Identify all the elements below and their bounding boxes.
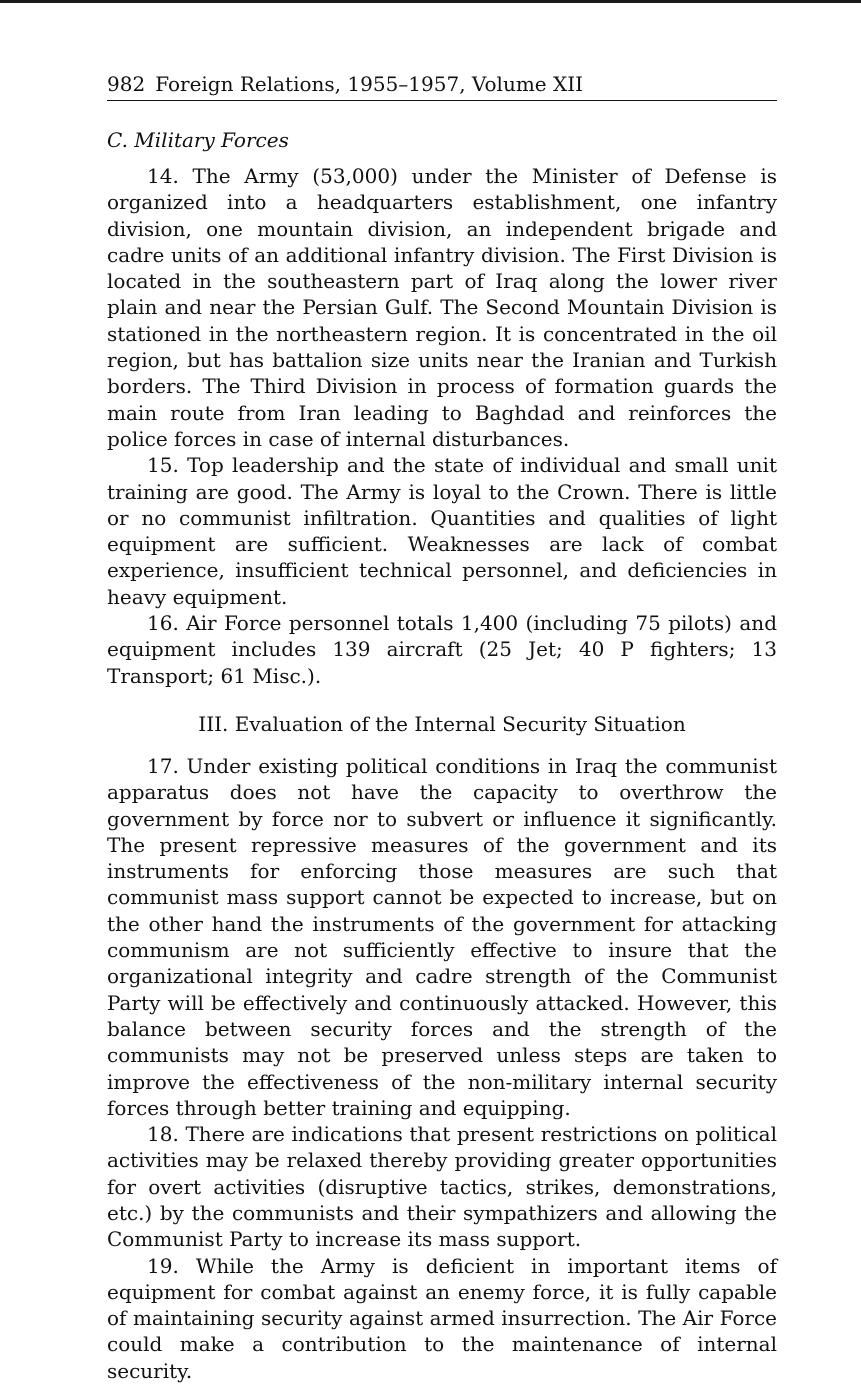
running-title: Foreign Relations, 1955–1957, Volume XII <box>155 72 584 96</box>
paragraph-16: 16. Air Force personnel totals 1,400 (including 75 pilots) and equipment includes 139 aircraft (25 Jet; 40 P fighters; 13 Transport; 61 Misc.). <box>107 611 777 688</box>
paragraph-17: 17. Under existing political conditions in Iraq the communist apparatus does not have the capacity to overthrow the government by force nor to subvert or influence it significantly. The present repressive measures of the government and its instruments for enforcing those measures are such that communist mass support cannot be expected to increase, but on the other hand the instruments of the government for attacking communism are not sufficiently effective to insure that the organizational integrity and cadre strength of the Communist Party will be effectively and continuously attacked. However, this balance between security forces and the strength of the communists may not be preserved unless steps are taken to improve the effectiveness of the non-military internal security forces through better training and equipping. <box>107 753 777 1120</box>
paragraph-19: 19. While the Army is deficient in important items of equipment for combat against an enemy force, it is fully capable of maintaining security against armed insurrection. The Air Force could make a contribution to the maintenance of internal security. <box>107 1253 777 1383</box>
page-number: 982 <box>107 72 146 96</box>
paragraph-15: 15. Top leadership and the state of individual and small unit training are good. The Army is loyal to the Crown. There is little or no communist infiltration. Quantities and qualities of light equipment are sufficient. Weaknesses are lack of combat experience, insufficient technical personnel, and deficiencies in heavy equipment. <box>107 453 777 609</box>
running-header <box>107 70 777 101</box>
document-page <box>107 70 777 1384</box>
paragraph-18: 18. There are indications that present restrictions on political activities may be relaxed thereby providing greater opportunities for overt activities (disruptive tactics, strikes, demonstrations, etc.) by the communists and their sympathizers and allowing the Communist Party to increase its mass support. <box>107 1122 777 1252</box>
section-heading-internal-security: III. Evaluation of the Internal Security Situation <box>198 711 686 736</box>
scan-top-border <box>0 0 861 3</box>
paragraph-14: 14. The Army (53,000) under the Minister of Defense is organized into a headquarters establishment, one infantry division, one mountain division, an independent brigade and cadre units of an additional infantry division. The First Division is located in the southeastern part of Iraq along the lower river plain and near the Persian Gulf. The Second Mountain Division is stationed in the northeastern region. It is concentrated in the oil region, but has battalion size units near the Iranian and Turkish borders. The Third Division in process of formation guards the main route from Iran leading to Baghdad and reinforces the police forces in case of internal disturbances. <box>107 164 777 451</box>
section-heading-military-forces: C. Military Forces <box>107 128 289 152</box>
